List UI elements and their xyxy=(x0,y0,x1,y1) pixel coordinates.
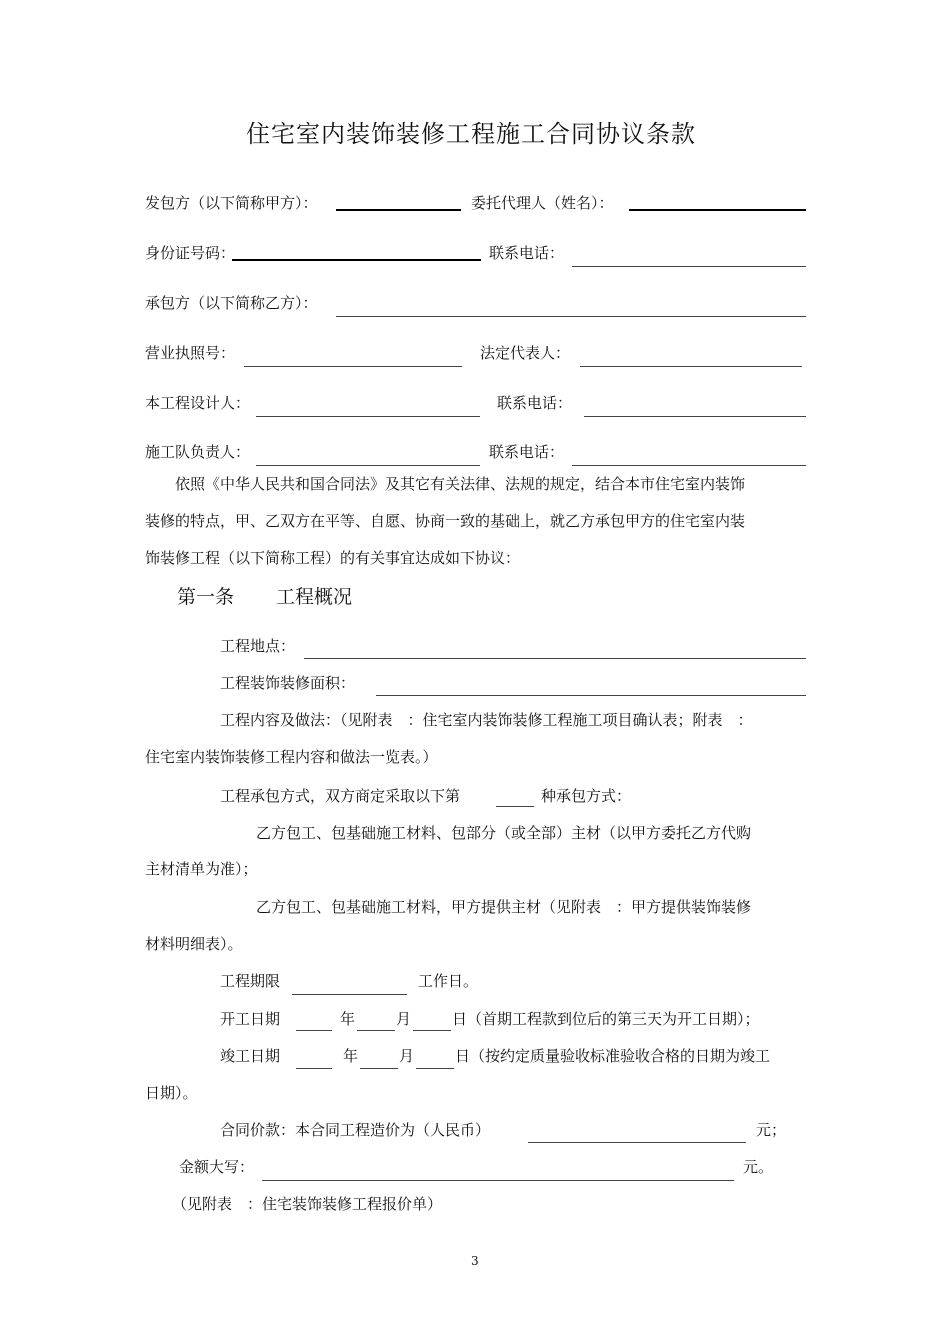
team-leader-label: 施工队负责人： xyxy=(145,443,251,461)
license-label: 营业执照号： xyxy=(145,344,236,362)
yuan-label: 元。 xyxy=(743,1158,774,1176)
start-month-field[interactable] xyxy=(357,1030,395,1031)
option-line: 乙方包工、包基础施工材料，甲方提供主材（见附表 ：甲方提供装饰装修 xyxy=(256,898,752,916)
content-line: 工程内容及做法：（见附表 ：住宅室内装饰装修工程施工项目确认表；附表 ： xyxy=(220,711,753,729)
end-day-field[interactable] xyxy=(416,1068,454,1069)
contractor-field[interactable] xyxy=(336,316,806,317)
amount-words-label: 金额大写： xyxy=(179,1158,255,1176)
option-line: 材料明细表）。 xyxy=(145,935,243,953)
designer-field[interactable] xyxy=(256,416,480,417)
end-year-field[interactable] xyxy=(296,1068,332,1069)
amount-words-field[interactable] xyxy=(262,1180,734,1181)
id-number-label: 身份证号码： xyxy=(145,244,236,262)
phone-field-team[interactable] xyxy=(572,465,806,466)
end-month-field[interactable] xyxy=(360,1068,398,1069)
document-title: 住宅室内装饰装修工程施工合同协议条款 xyxy=(246,120,696,148)
preamble-line: 依照《中华人民共和国合同法》及其它有关法律、法规的规定，结合本市住宅室内装饰 xyxy=(175,475,746,493)
id-number-field[interactable] xyxy=(232,259,481,261)
agent-field[interactable] xyxy=(629,209,806,211)
preamble-line: 饰装修工程（以下简称工程）的有关事宜达成如下协议： xyxy=(145,549,521,567)
employer-label: 发包方（以下简称甲方）： xyxy=(145,194,318,212)
license-field[interactable] xyxy=(244,366,462,367)
content-line: 住宅室内装饰装修工程内容和做法一览表。） xyxy=(145,748,438,766)
mode-field[interactable] xyxy=(496,806,534,807)
area-field[interactable] xyxy=(376,695,806,696)
article-number: 第一条 xyxy=(177,586,235,608)
site-label: 工程地点： xyxy=(220,637,296,655)
end-date-label: 竣工日期 xyxy=(220,1047,281,1065)
employer-field[interactable] xyxy=(336,209,461,211)
option-line: 乙方包工、包基础施工材料、包部分（或全部）主材（以甲方委托乙方代购 xyxy=(256,824,752,842)
page-number: 3 xyxy=(471,1254,479,1268)
article-heading: 工程概况 xyxy=(276,586,353,608)
period-suffix: 工作日。 xyxy=(418,972,479,990)
price-field[interactable] xyxy=(528,1142,746,1143)
mode-prefix: 工程承包方式，双方商定采取以下第 xyxy=(220,787,461,805)
start-date-label: 开工日期 xyxy=(220,1010,281,1028)
legal-rep-label: 法定代表人： xyxy=(480,344,571,362)
end-line-2: 日期）。 xyxy=(145,1084,198,1102)
period-field[interactable] xyxy=(292,994,407,995)
preamble-line: 装修的特点，甲、乙双方在平等、自愿、协商一致的基础上，就乙方承包甲方的住宅室内装 xyxy=(145,512,746,530)
month-label: 月 xyxy=(399,1047,415,1065)
legal-rep-field[interactable] xyxy=(580,366,802,367)
month-label: 月 xyxy=(396,1010,412,1028)
phone-label-designer: 联系电话： xyxy=(497,394,573,412)
option-line: 主材清单为准）； xyxy=(145,860,258,878)
appendix-note: （见附表 ：住宅装饰装修工程报价单） xyxy=(172,1195,443,1213)
start-day-note: 日（首期工程款到位后的第三天为开工日期）； xyxy=(452,1010,760,1028)
phone-label-employer: 联系电话： xyxy=(489,244,565,262)
area-label: 工程装饰装修面积： xyxy=(220,674,356,692)
start-year-field[interactable] xyxy=(296,1030,332,1031)
team-leader-field[interactable] xyxy=(256,465,480,466)
phone-label-team: 联系电话： xyxy=(489,443,565,461)
contractor-label: 承包方（以下简称乙方）： xyxy=(145,294,318,312)
phone-field-designer[interactable] xyxy=(584,416,806,417)
period-label: 工程期限 xyxy=(220,972,281,990)
phone-field-employer[interactable] xyxy=(572,266,806,267)
site-field[interactable] xyxy=(304,658,806,659)
start-day-field[interactable] xyxy=(413,1030,451,1031)
agent-label: 委托代理人（姓名）： xyxy=(471,194,614,212)
designer-label: 本工程设计人： xyxy=(145,394,251,412)
yuan-label: 元； xyxy=(756,1121,787,1139)
end-day-note: 日（按约定质量验收标准验收合格的日期为竣工 xyxy=(455,1047,771,1065)
year-label: 年 xyxy=(340,1010,356,1028)
mode-suffix: 种承包方式： xyxy=(541,787,632,805)
price-label: 合同价款：本合同工程造价为（人民币） xyxy=(220,1121,491,1139)
year-label: 年 xyxy=(343,1047,359,1065)
